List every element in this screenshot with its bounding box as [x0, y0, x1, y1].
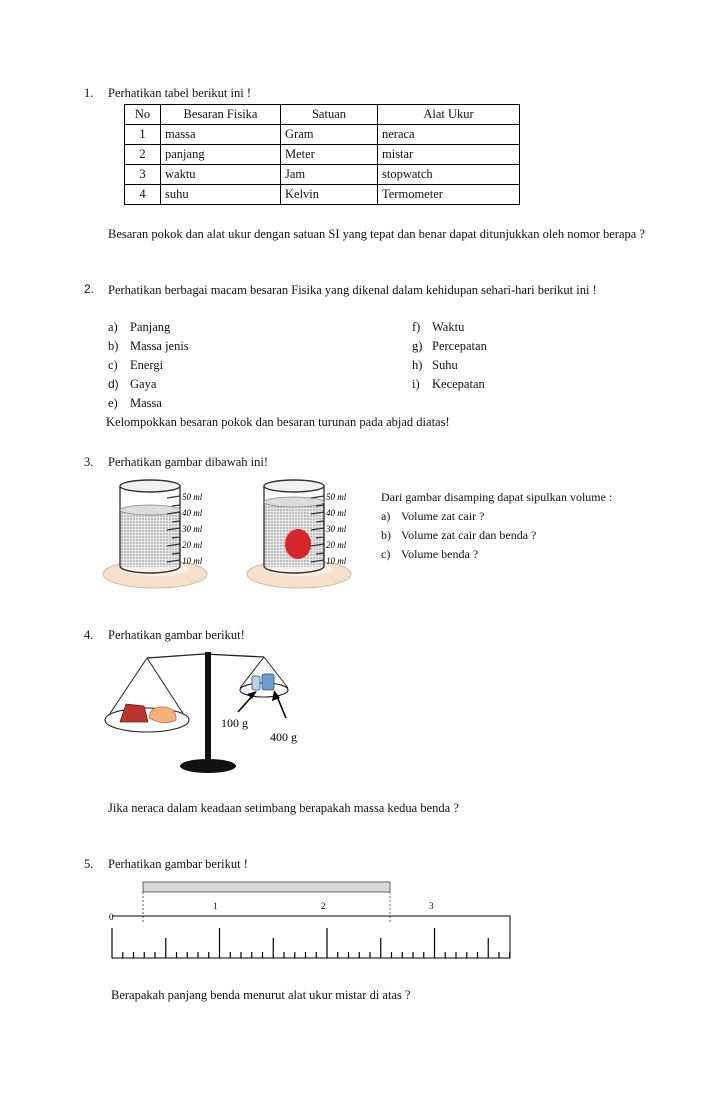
table-row: [125, 185, 520, 205]
q4-question: Jika neraca dalam keadaan setimbang berapakah massa kedua benda ?: [108, 801, 459, 815]
table-cell: Gram: [281, 125, 378, 145]
table-header: No: [125, 105, 161, 125]
q1-table: [124, 104, 520, 205]
ruler-figure: [100, 880, 520, 970]
q2-number: 2.: [84, 282, 95, 296]
q4-number: 4.: [84, 628, 94, 642]
q2-item-label: a): [108, 320, 118, 334]
q2-item-label: i): [412, 377, 420, 391]
measuring-cylinder-1: [103, 480, 207, 588]
ruler-label-0: 0: [109, 912, 114, 922]
table-header: Satuan: [281, 105, 378, 125]
q2-item-text: Suhu: [432, 358, 458, 372]
q2-item-text: Gaya: [130, 377, 157, 391]
scale-label: 20 ml: [326, 540, 347, 550]
table-header-row: [125, 105, 520, 125]
scale-label: 30 ml: [182, 524, 203, 534]
table-cell: 2: [125, 145, 161, 165]
weight-label-400g: 400 g: [270, 730, 297, 744]
q3-item-text: Volume zat cair dan benda ?: [401, 528, 537, 542]
table-header: Besaran Fisika: [161, 105, 281, 125]
table-cell: 1: [125, 125, 161, 145]
table-row: [125, 165, 520, 185]
scale-label: 10 ml: [326, 556, 347, 566]
red-object: [285, 529, 311, 559]
q2-item-text: Panjang: [130, 320, 171, 334]
q3-item-text: Volume zat cair ?: [401, 509, 485, 523]
weight-100g: [252, 676, 260, 690]
table-cell: neraca: [378, 125, 520, 145]
q3-item-label: a): [381, 509, 391, 523]
q2-item-text: Massa jenis: [130, 339, 189, 353]
q2-item-text: Waktu: [432, 320, 465, 334]
q4-prompt: Perhatikan gambar berikut!: [108, 628, 245, 642]
q3-item-label: c): [381, 547, 391, 561]
q3-prompt: Perhatikan gambar dibawah ini!: [108, 455, 269, 469]
q2-item-label: g): [412, 339, 423, 353]
weight-label-100g: 100 g: [221, 716, 248, 730]
table-cell: mistar: [378, 145, 520, 165]
measuring-cylinder-2: [247, 480, 351, 588]
ruler: [112, 916, 510, 958]
q3-item-text: Volume benda ?: [401, 547, 479, 561]
table-cell: Jam: [281, 165, 378, 185]
q5-prompt: Perhatikan gambar berikut !: [108, 857, 248, 871]
q2-prompt: Perhatikan berbagai macam besaran Fisika yang dikenal dalam kehidupan sehari-hari berikut ini !: [108, 283, 597, 297]
q2-item-text: Massa: [130, 396, 162, 410]
scale-label: 40 ml: [182, 508, 203, 518]
table-cell: Termometer: [378, 185, 520, 205]
q1-prompt: Perhatikan tabel berikut ini !: [108, 86, 252, 100]
q2-item-label: b): [108, 339, 119, 353]
scale-label: 30 ml: [326, 524, 347, 534]
q1-question: Besaran pokok dan alat ukur dengan satuan SI yang tepat dan benar dapat ditunjukkan oleh nomor berapa ?: [108, 227, 645, 241]
table-cell: panjang: [161, 145, 281, 165]
q2-item-text: Energi: [130, 358, 164, 372]
object-red: [120, 704, 148, 722]
q2-item-label: e): [108, 396, 118, 410]
table-cell: massa: [161, 125, 281, 145]
q5-number: 5.: [84, 857, 94, 871]
table-header: Alat Ukur: [378, 105, 520, 125]
scale-label: 50 ml: [326, 492, 347, 502]
ruler-label-2: 2: [321, 901, 326, 911]
q2-item-label: h): [412, 358, 423, 372]
q2-item-label: c): [108, 358, 118, 372]
measuring-cylinders-figure: [100, 476, 360, 596]
q2-item-text: Kecepatan: [432, 377, 485, 391]
table-row: [125, 125, 520, 145]
q3-number: 3.: [84, 455, 94, 469]
q2-item-label: f): [412, 320, 421, 334]
table-cell: stopwatch: [378, 165, 520, 185]
table-cell: 4: [125, 185, 161, 205]
object-orange: [149, 707, 176, 723]
ruler-label-3: 3: [429, 901, 434, 911]
q3-intro: Dari gambar disamping dapat sipulkan volume :: [381, 490, 613, 504]
q1-number: 1.: [84, 86, 94, 100]
scale-label: 40 ml: [326, 508, 347, 518]
table-cell: 3: [125, 165, 161, 185]
q2-item-text: Percepatan: [432, 339, 487, 353]
q2-item-label: d): [108, 377, 119, 391]
q5-question: Berapakah panjang benda menurut alat ukur mistar di atas ?: [111, 988, 411, 1002]
scale-label: 50 ml: [182, 492, 203, 502]
measured-object: [143, 882, 390, 892]
q3-item-label: b): [381, 528, 391, 542]
table-cell: waktu: [161, 165, 281, 185]
balance-scale-figure: [104, 648, 314, 778]
q2-instruction: Kelompokkan besaran pokok dan besaran turunan pada abjad diatas!: [106, 415, 450, 429]
table-row: [125, 145, 520, 165]
table-cell: Meter: [281, 145, 378, 165]
ruler-label-1: 1: [213, 901, 218, 911]
scale-label: 10 ml: [182, 556, 203, 566]
table-cell: Kelvin: [281, 185, 378, 205]
scale-label: 20 ml: [182, 540, 203, 550]
weight-400g: [262, 674, 274, 690]
table-cell: suhu: [161, 185, 281, 205]
